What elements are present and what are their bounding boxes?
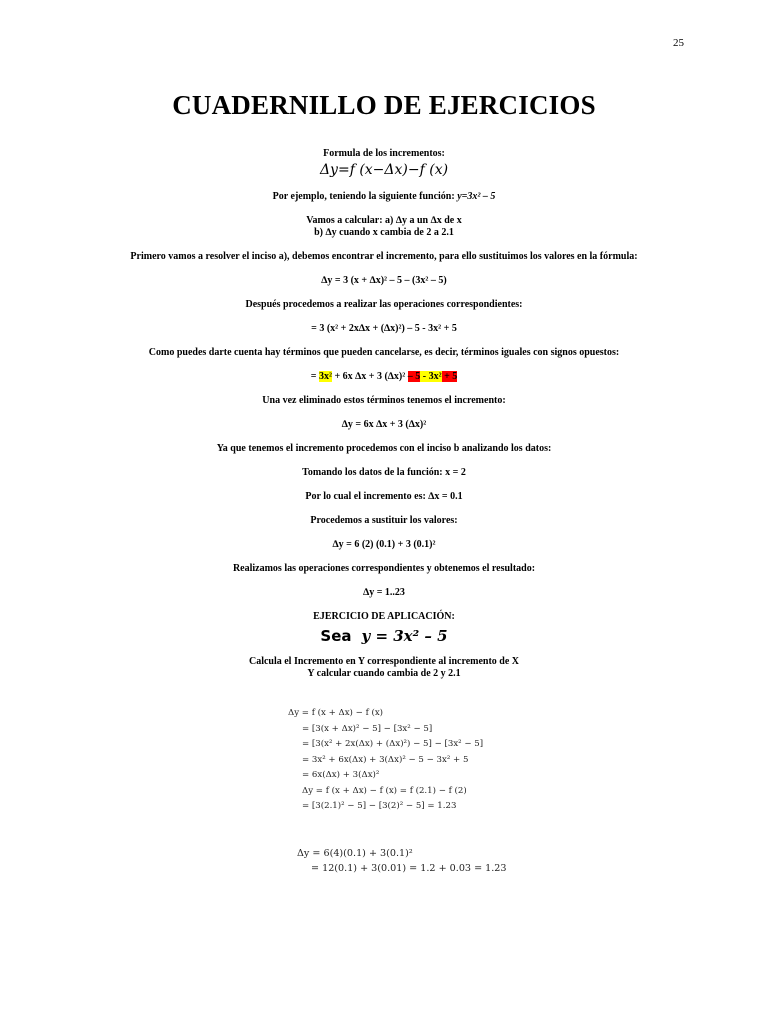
work-line: Δy = f (x + Δx) − f (x) = f (2.1) − f (2) xyxy=(302,785,467,796)
calc-b: b) ∆y cuando x cambia de 2 a 2.1 xyxy=(314,227,454,238)
step-b-text: Ya que tenemos el incremento procedemos con el inciso b analizando los datos: xyxy=(216,443,552,454)
work-line: Δy = 6(4)(0.1) + 3(0.1)² xyxy=(297,848,413,859)
eq3-highlight-yellow: 3x² xyxy=(318,371,332,382)
exercise-function xyxy=(0,625,768,648)
example-intro: Por ejemplo, teniendo la siguiente función: xyxy=(272,191,455,202)
sea-word: Sea xyxy=(320,627,352,645)
eq3-highlight-red-2: + 5 xyxy=(441,371,458,382)
example-function: y=3x² – 5 xyxy=(457,191,496,202)
eq3-highlight-yellow-2: - 3x² xyxy=(420,371,442,382)
eq3-prefix: = xyxy=(310,371,319,382)
eq3-highlight-red: – 5 xyxy=(407,371,421,382)
exercise-line-2: Y calcular cuando cambia de 2 y 2.1 xyxy=(307,668,461,679)
equation-3 xyxy=(0,371,768,383)
equation-6: ∆y = 1..23 xyxy=(363,587,405,598)
step-result: Realizamos las operaciones correspondientes y obtenemos el resultado: xyxy=(232,563,536,574)
work-line: = 6x(Δx) + 3(Δx)² xyxy=(302,770,380,780)
formula-label: Formula de los incrementos: xyxy=(323,148,445,159)
step-eliminated: Una vez eliminado estos términos tenemos el incremento: xyxy=(262,395,506,406)
exercise-heading: EJERCICIO DE APLICACIÓN: xyxy=(313,611,455,622)
calc-a: Vamos a calcular: a) ∆y a un ∆x de x xyxy=(306,215,462,226)
sea-equation: y = 3x² – 5 xyxy=(361,627,448,645)
example-line xyxy=(0,191,768,203)
document-body xyxy=(0,148,768,680)
work-line: = 3x² + 6x(Δx) + 3(Δx)² − 5 − 3x² + 5 xyxy=(302,754,469,765)
worked-solution xyxy=(288,706,548,815)
equation-4: ∆y = 6x ∆x + 3 (∆x)² xyxy=(341,419,427,430)
step-cancel: Como puedes darte cuenta hay términos que pueden cancelarse, es decir, términos iguales con signos opuestos: xyxy=(148,347,620,358)
eq3-middle: + 6x ∆x + 3 (∆x)² xyxy=(331,371,408,382)
data-dx: Por lo cual el incremento es: ∆x = 0.1 xyxy=(305,491,463,502)
work-line: Δy = f (x + Δx) − f (x) xyxy=(288,708,384,718)
equation-5: ∆y = 6 (2) (0.1) + 3 (0.1)² xyxy=(332,539,436,550)
data-x: Tomando los datos de la función: x = 2 xyxy=(302,467,466,478)
step-a-text: Primero vamos a resolver el inciso a), debemos encontrar el incremento, para ello sustituimos los valores en la fórmula: xyxy=(130,251,638,262)
increment-formula: Δy=f (x−Δx)−f (x) xyxy=(319,162,449,178)
work-line: = [3(2.1)² − 5] − [3(2)² − 5] = 1.23 xyxy=(302,801,457,811)
page-number: 25 xyxy=(673,37,684,49)
work-line: = [3(x + Δx)² − 5] − [3x² − 5] xyxy=(302,723,433,734)
work-line: = [3(x² + 2x(Δx) + (Δx)²) − 5] − [3x² − 5] xyxy=(302,739,484,749)
equation-2: = 3 (x² + 2x∆x + (∆x)²) – 5 - 3x² + 5 xyxy=(311,323,457,334)
page-title: CUADERNILLO DE EJERCICIOS xyxy=(172,90,596,120)
worked-solution-numeric xyxy=(297,846,557,876)
equation-1: ∆y = 3 (x + ∆x)² – 5 – (3x² – 5) xyxy=(321,275,447,286)
exercise-line-1: Calcula el Incremento en Y correspondiente al incremento de X xyxy=(248,656,520,667)
step-operations: Después procedemos a realizar las operaciones correspondientes: xyxy=(245,299,523,310)
work-line: = 12(0.1) + 3(0.01) = 1.2 + 0.03 = 1.23 xyxy=(311,863,507,874)
step-substitute: Procedemos a sustituir los valores: xyxy=(310,515,458,526)
